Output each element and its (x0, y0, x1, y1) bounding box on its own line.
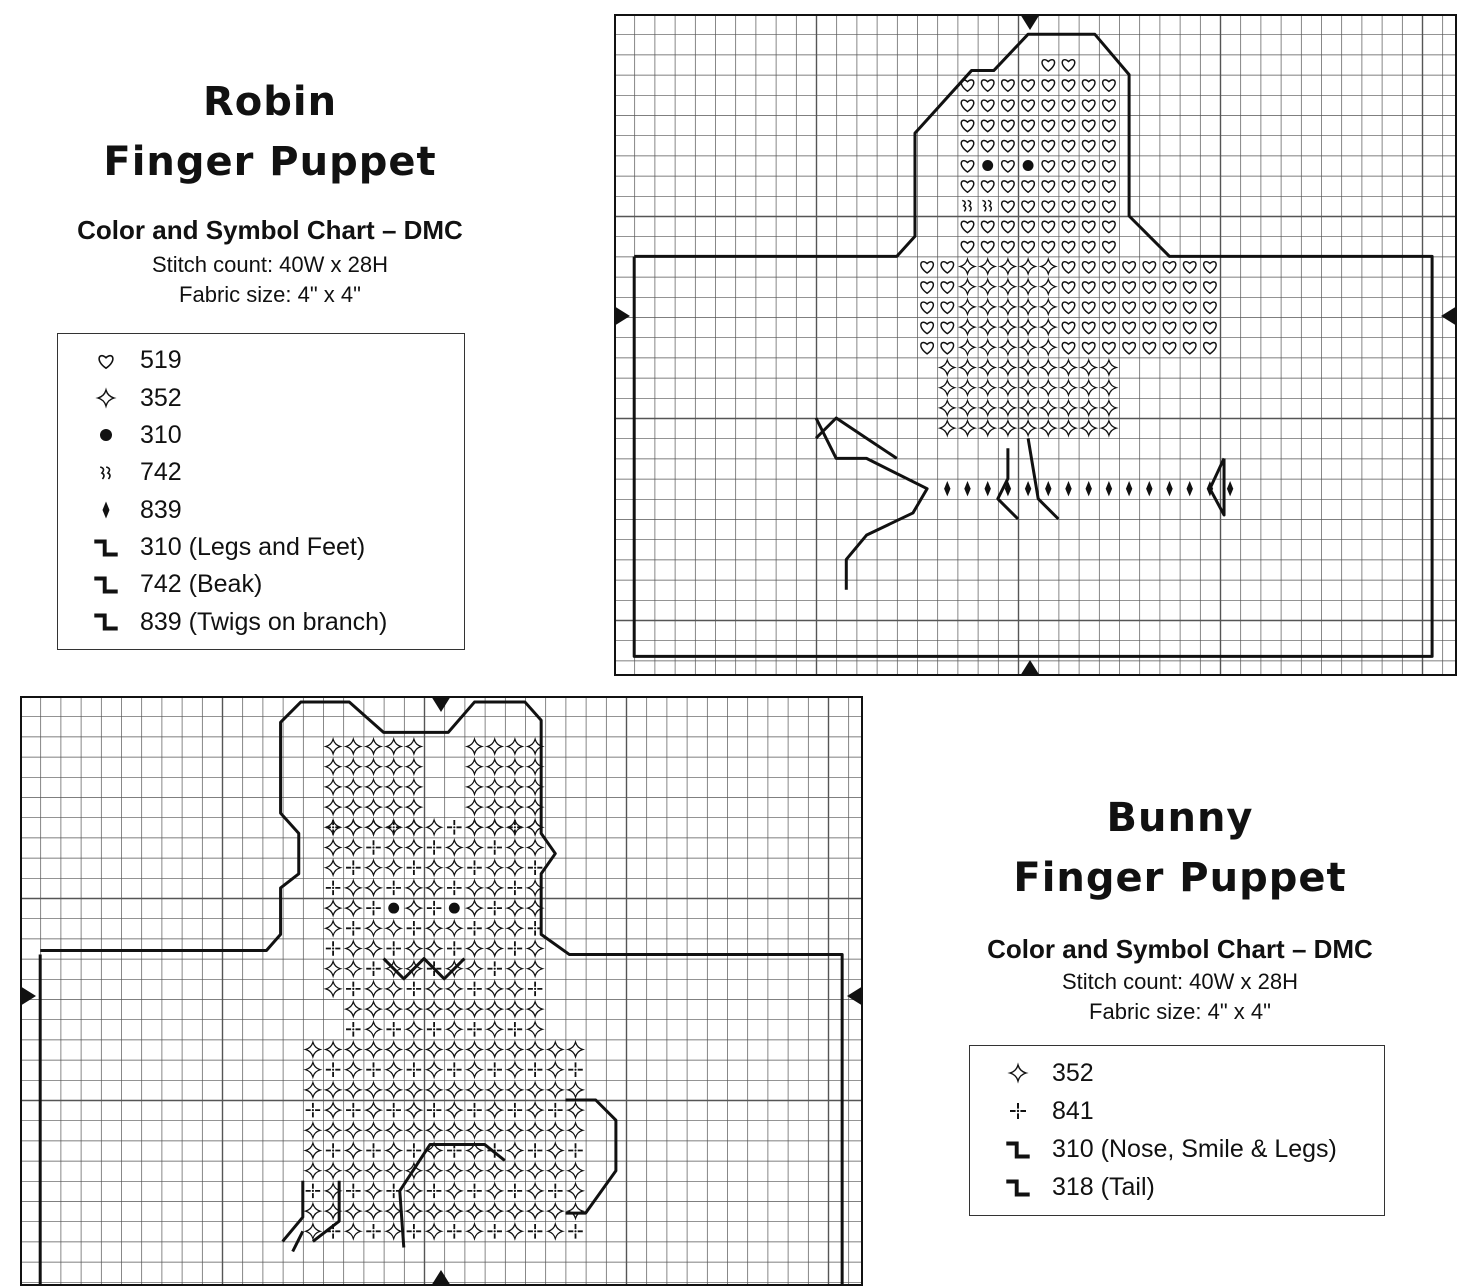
bunny-legend-item (998, 1132, 1337, 1168)
bunny-title-line1: Bunny (1106, 795, 1254, 841)
robin-pattern-grid (614, 14, 1457, 676)
center-marker-icon (614, 306, 630, 326)
bunny-chart-heading: Color and Symbol Chart – DMC (987, 934, 1373, 964)
bunny-legend-label: 310 (Nose, Smile & Legs) (1052, 1135, 1337, 1164)
robin-stitch-count: Stitch count: 40W x 28H (152, 252, 388, 277)
robin-legend-label: 742 (Beak) (140, 570, 263, 599)
robin-legend-label: 310 (Legs and Feet) (140, 533, 366, 562)
robin-legend-label: 742 (140, 458, 182, 487)
robin-fabric-size: Fabric size: 4" x 4" (179, 282, 361, 307)
center-marker-icon (431, 1270, 451, 1286)
star4-symbol-icon (86, 383, 126, 413)
robin-legend-item (86, 380, 182, 416)
robin-chart (614, 14, 1457, 676)
bunny-title (970, 788, 1390, 908)
bunny-title-line2: Finger Puppet (1013, 855, 1347, 901)
bunny-legend-label: 318 (Tail) (1052, 1173, 1155, 1202)
backstitch-symbol-icon (86, 607, 126, 637)
backstitch-symbol-icon (998, 1173, 1038, 1203)
star4-symbol-icon (998, 1058, 1038, 1088)
bunny-stitch-count: Stitch count: 40W x 28H (1062, 969, 1298, 994)
bunny-pattern-grid (20, 696, 863, 1286)
robin-legend-label: 519 (140, 346, 182, 375)
heart-symbol-icon (86, 346, 126, 376)
cross4-symbol-icon (998, 1096, 1038, 1126)
robin-legend-item (86, 492, 182, 528)
center-marker-icon (1020, 660, 1040, 676)
robin-legend-item (86, 604, 387, 640)
bunny-legend-label: 352 (1052, 1058, 1094, 1087)
grid-lines (614, 14, 1457, 676)
center-marker-icon (847, 986, 863, 1006)
robin-legend-item (86, 455, 182, 491)
bunny-legend (969, 1045, 1385, 1216)
robin-legend-item (86, 417, 182, 453)
bunny-chart (20, 696, 863, 1286)
robin-title-line2: Finger Puppet (103, 139, 437, 185)
bunny-legend-item (998, 1093, 1094, 1129)
diamond-symbol-icon (86, 495, 126, 525)
backstitch-symbol-icon (86, 570, 126, 600)
robin-legend-item (86, 567, 262, 603)
robin-legend-label: 839 (Twigs on branch) (140, 607, 388, 636)
center-marker-icon (431, 696, 451, 712)
center-marker-icon (20, 986, 36, 1006)
backstitch-symbol-icon (998, 1135, 1038, 1165)
grid-lines (20, 696, 863, 1286)
robin-legend-item (86, 343, 182, 379)
backstitch-symbol-icon (86, 533, 126, 563)
robin-legend-label: 839 (140, 495, 182, 524)
bunny-legend-label: 841 (1052, 1096, 1094, 1125)
wave-symbol-icon (86, 458, 126, 488)
robin-chart-heading: Color and Symbol Chart – DMC (77, 215, 463, 245)
bunny-legend-item (998, 1055, 1094, 1091)
robin-legend-label: 352 (140, 383, 182, 412)
dot-symbol-icon (86, 420, 126, 450)
bunny-legend-item (998, 1170, 1155, 1206)
robin-legend (57, 333, 465, 650)
center-marker-icon (1441, 306, 1457, 326)
robin-legend-item (86, 530, 365, 566)
center-marker-icon (1020, 14, 1040, 30)
bunny-fabric-size: Fabric size: 4" x 4" (1089, 999, 1271, 1024)
robin-title (60, 72, 480, 192)
robin-legend-label: 310 (140, 420, 182, 449)
robin-title-line1: Robin (202, 79, 338, 125)
